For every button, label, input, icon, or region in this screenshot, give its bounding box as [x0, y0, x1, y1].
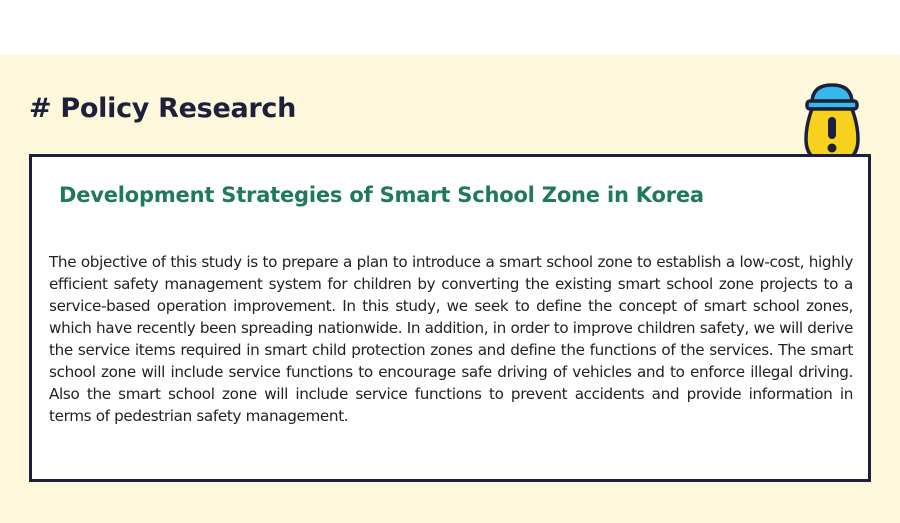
article-body: The objective of this study is to prepare a plan to introduce a smart school zone to establish a low-cost, highly efficient safety management system for children by converting the existing smart school zone projects to a service-based operation improvement. In this study, we seek to define the concept of smart school zones, which have recently been spreading nationwide. In addition, in order to improve children safety, we will derive the service items required in smart child protection zones and define the functions of the services. The smart school zone will include service functions to encourage safe driving of vehicles and to enforce illegal driving. Also the smart school zone will include service functions to prevent accidents and provide information in terms of pedestrian safety management. [49, 253, 853, 425]
article-title: Development Strategies of Smart School Zone in Korea [59, 183, 704, 207]
policy-research-section [0, 55, 900, 523]
top-white-band [0, 0, 900, 55]
section-title: # Policy Research [29, 93, 297, 124]
article-card [29, 154, 871, 482]
